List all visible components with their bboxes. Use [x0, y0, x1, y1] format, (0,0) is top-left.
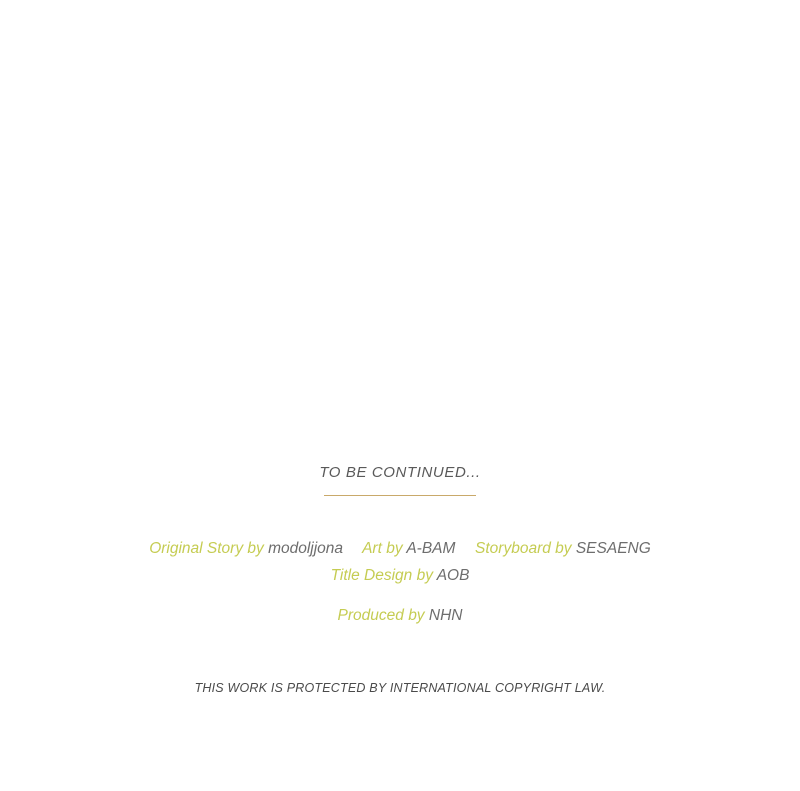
credit-line-1 — [0, 535, 800, 562]
credit-name-art: A-BAM — [406, 540, 456, 557]
credit-role-art: Art by — [362, 540, 403, 557]
credit-role-produced: Produced by — [337, 607, 425, 624]
credit-role-storyboard: Storyboard by — [475, 540, 572, 557]
credit-role-title-design: Title Design by — [330, 567, 433, 584]
copyright-notice: THIS WORK IS PROTECTED BY INTERNATIONAL COPYRIGHT LAW. — [194, 681, 606, 695]
credit-name-storyboard: SESAENG — [575, 540, 651, 557]
credits-block — [0, 462, 800, 629]
credit-line-2 — [0, 562, 800, 589]
credit-name-original-story: modoljjona — [268, 540, 344, 557]
divider — [324, 495, 476, 496]
credit-name-produced: NHN — [428, 607, 463, 624]
credit-name-title-design: AOB — [436, 567, 470, 584]
credit-role-original-story: Original Story by — [149, 540, 264, 557]
credit-line-3 — [0, 602, 800, 629]
to-be-continued-text: TO BE CONTINUED... — [319, 464, 481, 481]
